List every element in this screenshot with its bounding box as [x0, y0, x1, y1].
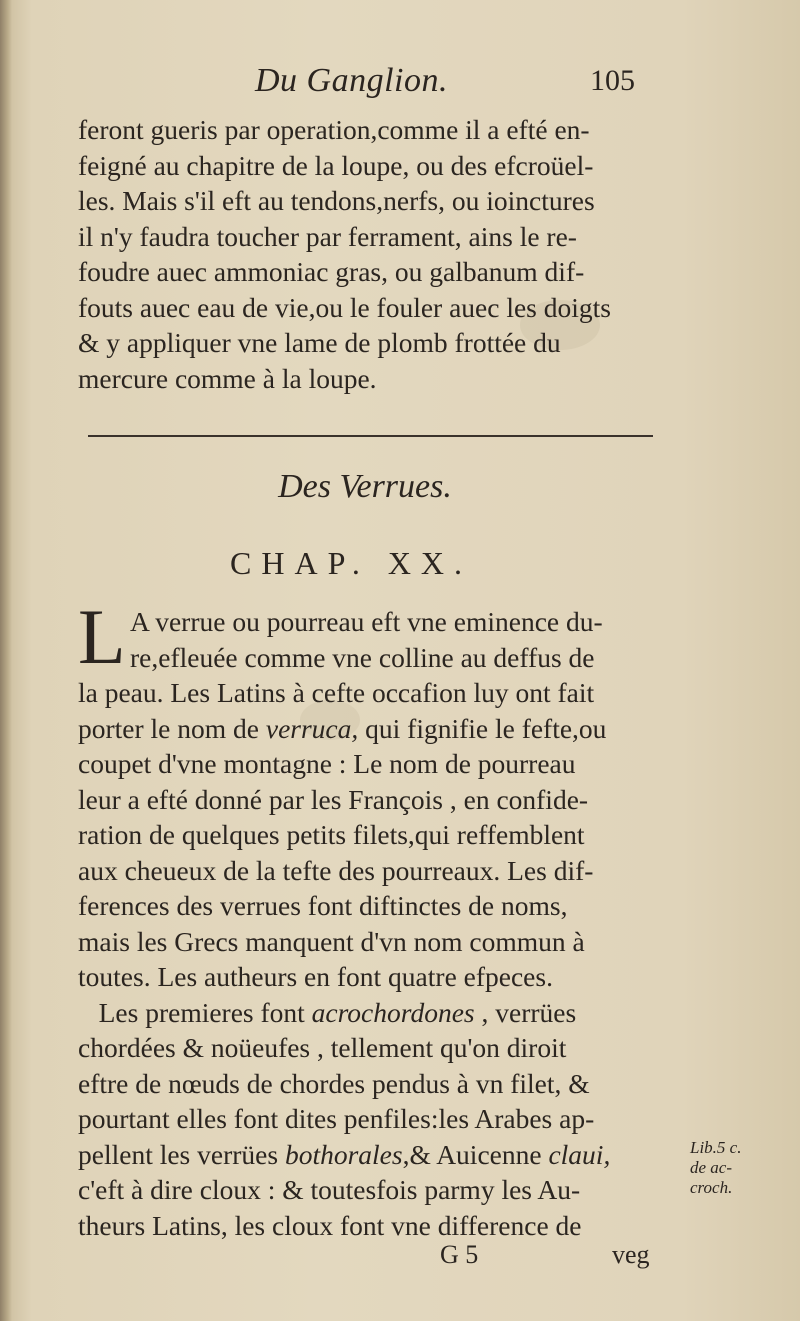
text-line: feigné au chapitre de la loupe, ou des efcroüel-	[78, 149, 594, 181]
signature-mark: G 5	[440, 1240, 479, 1269]
latin-term: verruca,	[265, 712, 359, 744]
chapter-heading: CHAP. XX.	[230, 545, 473, 581]
text-line: feront gueris par operation,comme il a efté en-	[78, 114, 590, 145]
latin-term: claui,	[548, 1138, 611, 1170]
text-run: porter le nom de	[78, 712, 266, 744]
text-line: toutes. Les autheurs en font quatre efpeces.	[78, 961, 553, 992]
text-run: qui fignifie le fefte,ou	[358, 712, 607, 744]
text-run: pellent les verrües	[78, 1138, 285, 1170]
text-run: Les premieres font	[78, 996, 312, 1028]
text-line: aux cheueux de la tefte des pourreaux. Les dif-	[78, 854, 594, 886]
marginal-note	[690, 1138, 800, 1198]
catchword: veg	[612, 1240, 650, 1269]
text-line: coupet d'vne montagne : Le nom de pourreau	[78, 748, 576, 779]
drop-initial: L	[78, 593, 126, 680]
text-line	[78, 995, 658, 1031]
text-line: eftre de nœuds de chordes pendus à vn filet, &	[78, 1067, 590, 1099]
text-line	[78, 711, 658, 747]
greek-term: acrochordones	[311, 996, 475, 1028]
text-line: fouts auec eau de vie,ou le fouler auec les doigts	[78, 291, 611, 323]
text-run: , verrües	[474, 996, 577, 1028]
marginal-note-line: de ac-	[690, 1158, 733, 1177]
text-line: il n'y faudra toucher par ferrament, ains le re-	[78, 220, 577, 252]
text-line: la peau. Les Latins à cefte occafion luy ont fait	[78, 677, 595, 708]
text-line: A verrue ou pourreau eft vne eminence du-	[130, 606, 603, 637]
text-line: foudre auec ammoniac gras, ou galbanum dif-	[78, 256, 585, 287]
divider-rule	[88, 435, 653, 437]
text-line: & y appliquer vne lame de plomb frottée du	[78, 327, 561, 358]
text-run: ,& Auicenne	[402, 1138, 549, 1170]
marginal-note-line: croch.	[690, 1178, 733, 1197]
body-paragraph	[78, 593, 658, 1243]
text-line: mercure comme à la loupe.	[78, 362, 377, 394]
page-edge-shadow	[0, 0, 12, 1321]
section-divider	[88, 433, 653, 439]
text-line: pourtant elles font dites penfiles:les Arabes ap-	[78, 1103, 595, 1134]
text-line: ferences des verrues font diftinctes de noms,	[78, 890, 568, 921]
text-line: les. Mais s'il eft au tendons,nerfs, ou ioinctures	[78, 185, 595, 216]
running-head-title: Du Ganglion.	[255, 62, 448, 99]
page-number: 105	[590, 64, 635, 97]
text-line: c'eft à dire cloux : & toutesfois parmy les Au-	[78, 1174, 581, 1205]
text-line: ration de quelques petits filets,qui reffemblent	[78, 819, 585, 850]
text-line: mais les Grecs manquent d'vn nom commun à	[78, 925, 585, 957]
text-line: theurs Latins, les cloux font vne difference de	[78, 1209, 582, 1241]
arabic-term: bothorales	[284, 1138, 403, 1170]
text-line: leur a efté donné par les François , en confide-	[78, 783, 589, 815]
section-title: Des Verrues.	[278, 468, 452, 505]
running-head	[255, 62, 655, 106]
marginal-note-line: Lib.5 c.	[690, 1138, 742, 1157]
top-paragraph	[78, 112, 658, 396]
text-line: chordées & noüeufes , tellement qu'on diroit	[78, 1032, 567, 1063]
text-line: re,efleuée comme vne colline au deffus de	[130, 641, 595, 673]
text-line	[78, 1137, 658, 1173]
